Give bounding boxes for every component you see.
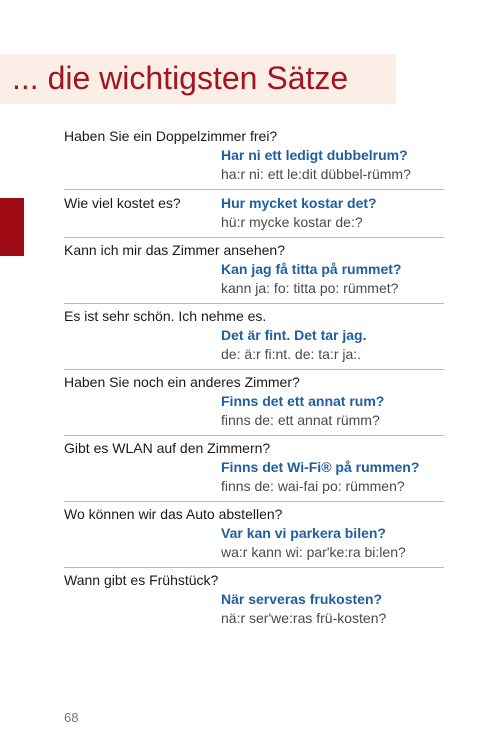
pronunciation: hü:r mycke kostar de:? xyxy=(221,214,363,230)
pronunciation: wa:r kann wi: par'ke:ra bi:len? xyxy=(221,544,406,560)
page-title: ... die wichtigsten Sätze xyxy=(12,60,349,96)
pronunciation: ha:r ni: ett le:dit dübbel-rümm? xyxy=(221,166,411,182)
swedish-translation: Kan jag få titta på rummet? xyxy=(221,261,402,277)
german-phrase: Wo können wir das Auto abstellen? xyxy=(64,506,283,522)
swedish-translation: Finns det ett annat rum? xyxy=(221,393,385,409)
german-phrase: Haben Sie ein Doppelzimmer frei? xyxy=(64,128,278,144)
pronunciation: finns de: ett annat rümm? xyxy=(221,412,380,428)
german-phrase: Es ist sehr schön. Ich nehme es. xyxy=(64,308,267,324)
german-phrase: Wie viel kostet es? xyxy=(64,195,181,211)
german-phrase: Wann gibt es Frühstück? xyxy=(64,572,219,588)
german-phrase: Kann ich mir das Zimmer ansehen? xyxy=(64,242,285,258)
swedish-translation: Finns det Wi-Fi® på rummen? xyxy=(221,459,420,475)
swedish-translation: Hur mycket kostar det? xyxy=(221,195,377,211)
phrase-item xyxy=(64,568,444,633)
phrase-item xyxy=(64,238,444,304)
pronunciation: nä:r ser'we:ras frü-kosten? xyxy=(221,610,387,626)
phrase-item xyxy=(64,190,444,238)
german-phrase: Gibt es WLAN auf den Zimmern? xyxy=(64,440,271,456)
phrase-item xyxy=(64,370,444,436)
phrase-item xyxy=(64,436,444,502)
swedish-translation: Var kan vi parkera bilen? xyxy=(221,525,386,541)
swedish-translation: Har ni ett ledigt dubbelrum? xyxy=(221,147,408,163)
phrase-list xyxy=(64,124,444,633)
pronunciation: de: ä:r fi:nt. de: ta:r ja:. xyxy=(221,346,362,362)
pronunciation: kann ja: fo: titta po: rümmet? xyxy=(221,280,399,296)
german-phrase: Haben Sie noch ein anderes Zimmer? xyxy=(64,374,300,390)
chapter-tab-marker xyxy=(0,198,24,256)
phrase-item xyxy=(64,502,444,568)
page-number: 68 xyxy=(64,710,79,725)
swedish-translation: Det är fint. Det tar jag. xyxy=(221,327,367,343)
phrase-item xyxy=(64,124,444,190)
phrase-item xyxy=(64,304,444,370)
swedish-translation: När serveras frukosten? xyxy=(221,591,383,607)
pronunciation: finns de: wai-fai po: rümmen? xyxy=(221,478,405,494)
